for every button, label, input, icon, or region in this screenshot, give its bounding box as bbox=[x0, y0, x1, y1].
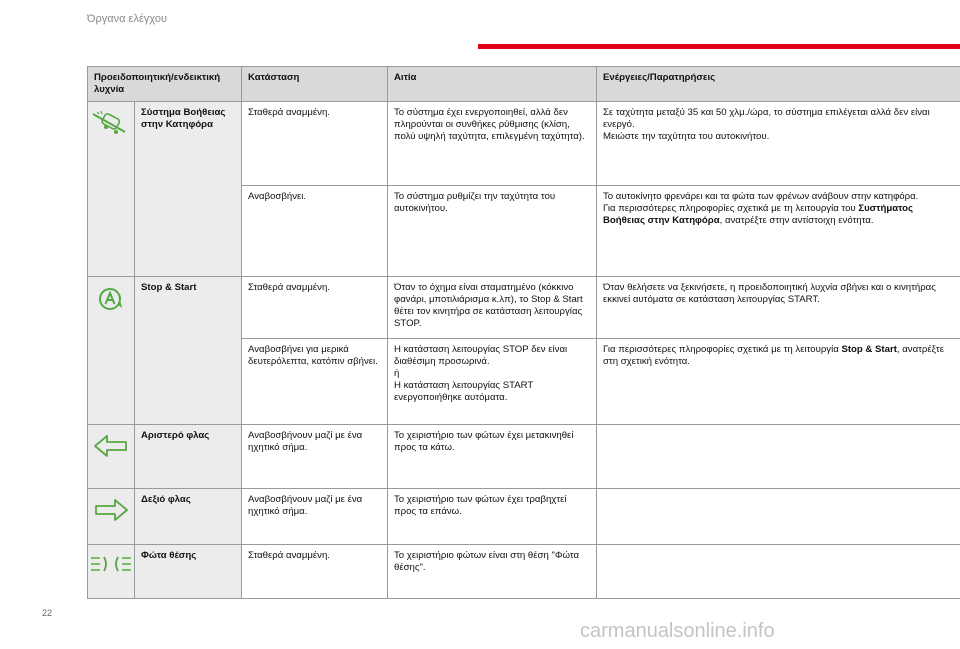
stop-start-icon bbox=[97, 285, 125, 313]
cause-cell: Το σύστημα ρυθμίζει την ταχύτητα του αυτοκινήτου. bbox=[388, 186, 597, 277]
cause-cell: Το σύστημα έχει ενεργοποιηθεί, αλλά δεν πληρούνται οι συνθήκες ρύθμισης (κλίση, πολύ υψηλή ταχύτητα, επιλεγμένη ταχύτητα). bbox=[388, 102, 597, 186]
side-lights-icon bbox=[89, 553, 133, 575]
state-cell: Αναβοσβήνουν μαζί με ένα ηχητικό σήμα. bbox=[242, 489, 388, 545]
table-row bbox=[88, 545, 960, 599]
col-header-lamp: Προειδοποιητική/ενδεικτική λυχνία bbox=[88, 67, 242, 102]
action-text-2: Μειώστε την ταχύτητα του αυτοκινήτου. bbox=[603, 131, 770, 142]
left-indicator-icon bbox=[93, 433, 129, 459]
col-header-action: Ενέργειες/Παρατηρήσεις bbox=[597, 67, 960, 102]
table-row bbox=[88, 489, 960, 545]
action-cell bbox=[597, 489, 960, 545]
action-cell bbox=[597, 186, 960, 277]
lamp-name: Stop & Start bbox=[135, 277, 242, 425]
action-cell bbox=[597, 102, 960, 186]
right-indicator-icon bbox=[93, 497, 129, 523]
col-header-state: Κατάσταση bbox=[242, 67, 388, 102]
cross-reference: Stop & Start bbox=[841, 344, 897, 355]
action-cell bbox=[597, 545, 960, 599]
section-title: Όργανα ελέγχου bbox=[87, 13, 167, 25]
cause-cell: Το χειριστήριο των φώτων έχει τραβηχτεί προς τα επάνω. bbox=[388, 489, 597, 545]
action-text-2: Για περισσότερες πληροφορίες σχετικά με τη λειτουργία του Συστήματος Βοήθειας στην Κατηφόρα, ανατρέξτε στην αντίστοιχη ενότητα. bbox=[603, 203, 914, 226]
lamp-name: Φώτα θέσης bbox=[135, 545, 242, 599]
state-cell: Σταθερά αναμμένη. bbox=[242, 545, 388, 599]
hill-descent-icon bbox=[91, 110, 131, 138]
action-text: Σε ταχύτητα μεταξύ 35 και 50 χλμ./ώρα, το σύστημα επιλέγεται αλλά δεν είναι ενεργό. bbox=[603, 107, 930, 130]
table-row bbox=[88, 102, 960, 186]
table-row bbox=[88, 277, 960, 339]
page-number: 22 bbox=[42, 608, 53, 618]
action-cell: Όταν θελήσετε να ξεκινήσετε, η προειδοποιητική λυχνία σβήνει και ο κινητήρας εκκινεί αυτόματα σε κατάσταση λειτουργίας START. bbox=[597, 277, 960, 339]
state-cell: Σταθερά αναμμένη. bbox=[242, 277, 388, 339]
col-header-cause: Αιτία bbox=[388, 67, 597, 102]
state-cell: Αναβοσβήνει. bbox=[242, 186, 388, 277]
cause-cell: Όταν το όχημα είναι σταματημένο (κόκκινο φανάρι, μποτιλιάρισμα κ.λπ), το Stop & Start θέτει τον κινητήρα σε κατάσταση λειτουργίας STOP. bbox=[388, 277, 597, 339]
state-cell: Σταθερά αναμμένη. bbox=[242, 102, 388, 186]
state-cell: Αναβοσβήνει για μερικά δευτερόλεπτα, κατόπιν σβήνει. bbox=[242, 339, 388, 425]
lamp-name: Δεξιό φλας bbox=[135, 489, 242, 545]
cause-cell: Το χειριστήριο φώτων είναι στη θέση "Φώτα θέσης". bbox=[388, 545, 597, 599]
warning-lamps-table bbox=[87, 66, 960, 599]
watermark-text: carmanualsonline.info bbox=[580, 620, 775, 642]
header-accent-bar bbox=[478, 44, 960, 49]
cross-reference: Συστήματος Βοήθειας στην Κατηφόρα bbox=[603, 203, 914, 226]
lamp-name: Σύστημα Βοήθειας στην Κατηφόρα bbox=[135, 102, 242, 277]
action-text: Το αυτοκίνητο φρενάρει και τα φώτα των φρένων ανάβουν στην κατηφόρα. bbox=[603, 191, 919, 202]
state-cell: Αναβοσβήνουν μαζί με ένα ηχητικό σήμα. bbox=[242, 425, 388, 489]
action-cell bbox=[597, 425, 960, 489]
table-header-row bbox=[88, 67, 960, 102]
table-row bbox=[88, 425, 960, 489]
cause-cell: Η κατάσταση λειτουργίας STOP δεν είναι διαθέσιμη προσωρινά. ή Η κατάσταση λειτουργίας START ενεργοποιήθηκε αυτόματα. bbox=[388, 339, 597, 425]
lamp-name: Αριστερό φλας bbox=[135, 425, 242, 489]
action-cell: Για περισσότερες πληροφορίες σχετικά με τη λειτουργία Stop & Start, ανατρέξτε στη σχετική ενότητα. bbox=[597, 339, 960, 425]
cause-cell: Το χειριστήριο των φώτων έχει μετακινηθεί προς τα κάτω. bbox=[388, 425, 597, 489]
